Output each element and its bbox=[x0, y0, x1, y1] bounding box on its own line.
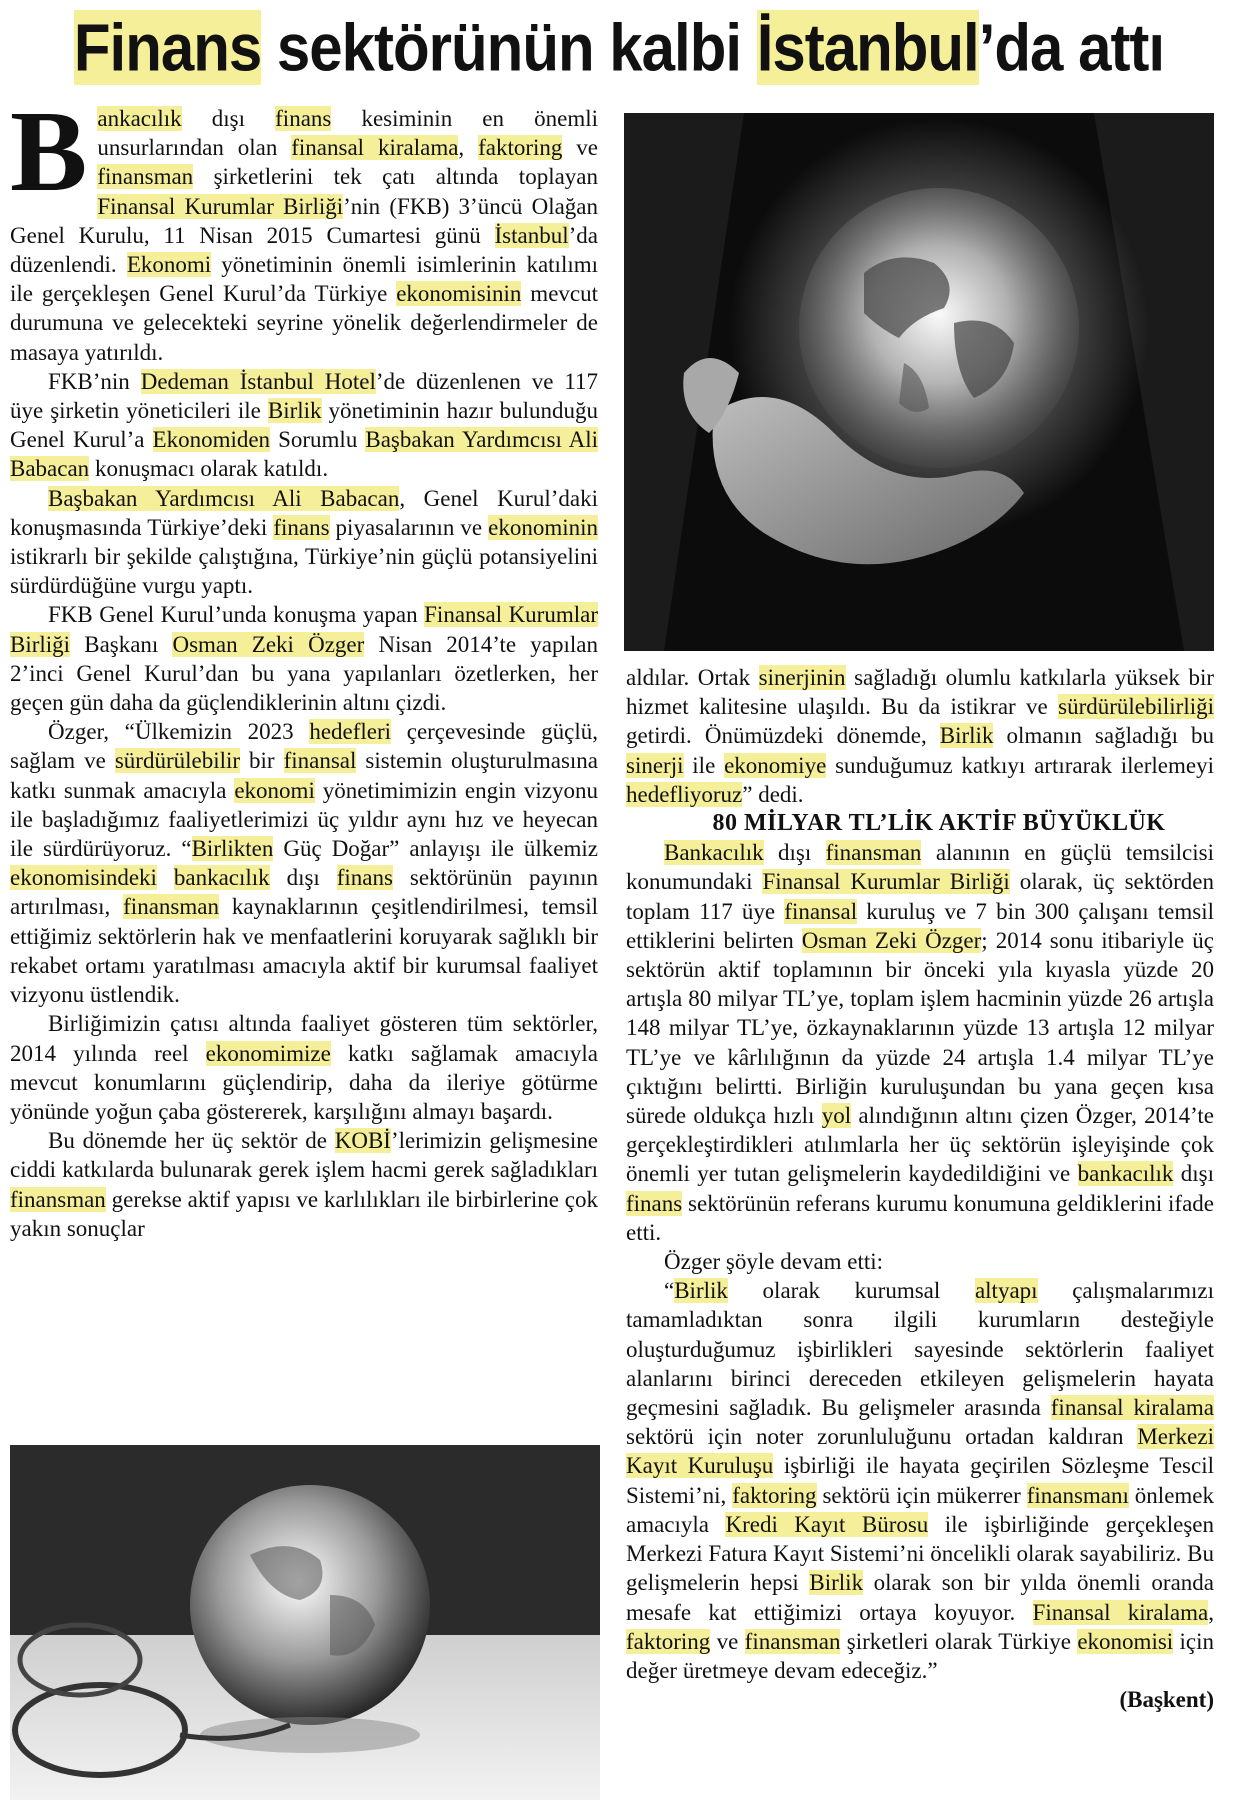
paragraph bbox=[10, 717, 598, 1009]
text: için değer üretmeye devam edeceğiz.” bbox=[626, 1628, 1214, 1683]
text: alanının en güçlü temsilcisi konumundaki bbox=[626, 840, 1214, 895]
keyword-highlight: finansman bbox=[825, 840, 922, 866]
keyword-highlight: finansman bbox=[744, 1628, 841, 1654]
text: yönetiminin hazır bulunduğu Genel Kurul’a bbox=[10, 398, 598, 453]
text: ” dedi. bbox=[742, 781, 804, 807]
paragraph bbox=[10, 367, 598, 484]
keyword-highlight: Birlik bbox=[809, 1570, 864, 1596]
text: sistemin oluşturulmasına katkı sunmak amacıyla bbox=[10, 748, 598, 803]
keyword-highlight: Birlik bbox=[939, 723, 994, 749]
text: ve bbox=[710, 1628, 745, 1654]
text: ile işbirliğinde gerçekleşen Merkezi Fatura Kayıt Sistemi’ni öncelikli olarak sayabiliriz. Bu gelişmelerin hepsi bbox=[626, 1511, 1214, 1596]
keyword-highlight: ekonomisindeki bbox=[10, 865, 157, 891]
text: çalışmalarımızı tamamladıktan sonra ilgili kurumların desteğiyle oluşturduğumuz işbirlikleri sayesinde sektörlerin faaliyet alanlarını birinci dereceden etkileyen gelişmelerin hayata geçmesini sağladık. Bu gelişmeler arasında bbox=[626, 1278, 1214, 1421]
text: konuşmacı olarak katıldı. bbox=[89, 456, 329, 482]
text: sektörünün referans kurumu konumuna geldiklerini ifade etti. bbox=[626, 1190, 1214, 1245]
text: olmanın sağladığı bu bbox=[993, 723, 1214, 749]
keyword-highlight: KOBİ bbox=[334, 1128, 391, 1154]
keyword-highlight: bankacılık bbox=[1077, 1161, 1174, 1187]
headline-text: sektörünün kalbi bbox=[261, 9, 757, 85]
keyword-highlight: Ekonomiden bbox=[152, 427, 271, 453]
article-right-column bbox=[626, 663, 1214, 1714]
text: Güç Doğar” anlayışı ile ülkemiz bbox=[273, 836, 598, 862]
hand-globe-illustration bbox=[624, 113, 1214, 651]
keyword-highlight: ekonomisi bbox=[1077, 1628, 1174, 1654]
keyword-highlight: finans bbox=[275, 106, 332, 131]
keyword-highlight: finansman bbox=[10, 1186, 106, 1212]
keyword-highlight: hedefliyoruz bbox=[626, 781, 743, 807]
keyword-highlight: altyapı bbox=[974, 1278, 1038, 1304]
text: ve bbox=[562, 135, 598, 161]
keyword-highlight: faktoring bbox=[732, 1482, 817, 1508]
text: ile bbox=[683, 752, 725, 778]
text: kesiminin en önemli unsurlarından olan bbox=[97, 106, 599, 161]
keyword-highlight: Osman Zeki Özger bbox=[172, 631, 365, 657]
paragraph bbox=[10, 88, 599, 367]
text: FKB Genel Kurul’unda konuşma yapan bbox=[48, 602, 425, 628]
keyword-highlight: Başbakan Yardımcısı Ali Babacan bbox=[48, 485, 400, 511]
source-signature: (Başkent) bbox=[1119, 1687, 1214, 1713]
keyword-highlight: sürdürülebilir bbox=[114, 748, 241, 774]
keyword-highlight: finansman bbox=[97, 164, 194, 190]
keyword-highlight: Bankacılık bbox=[664, 840, 764, 866]
text: bir bbox=[240, 748, 284, 774]
paragraph: Özger şöyle devam etti: bbox=[664, 1249, 884, 1275]
text: kaynaklarının çeşitlendirilmesi, temsil ettiğimiz sektörlerin hak ve menfaatlerini koruyarak sağlıklı bir rekabet ortamı yaratılması amacıyla aktif bir kurumsal faaliyet vizyonu üstlendik. bbox=[10, 894, 598, 1008]
paragraph bbox=[10, 1126, 598, 1243]
glass-globe-eyeglasses-photo bbox=[10, 1445, 600, 1800]
text: piyasalarının ve bbox=[329, 514, 489, 540]
keyword-highlight: Birlikten bbox=[191, 836, 274, 862]
headline-text: ’da attı bbox=[978, 9, 1165, 85]
keyword-highlight: ekonominin bbox=[488, 514, 599, 540]
text: gerekse aktif yapısı ve karlılıkları ile birbirlerine çok yakın sonuçlar bbox=[10, 1186, 598, 1241]
paragraph bbox=[626, 663, 1214, 809]
text: ’nin (FKB) 3’üncü Olağan Genel Kurulu, 11 Nisan 2015 Cumartesi günü bbox=[10, 193, 598, 248]
keyword-highlight: ankacılık bbox=[97, 106, 182, 131]
text: olarak kurumsal bbox=[727, 1278, 975, 1304]
text: , bbox=[1208, 1599, 1214, 1625]
keyword-highlight: faktoring bbox=[626, 1628, 711, 1654]
paragraph bbox=[10, 1009, 598, 1126]
keyword-highlight: Birlik bbox=[267, 398, 322, 424]
text: sektörü için mükerrer bbox=[816, 1482, 1027, 1508]
keyword-highlight: Finansal kiralama bbox=[1032, 1599, 1209, 1625]
keyword-highlight: sinerji bbox=[626, 752, 684, 778]
keyword-highlight: finans bbox=[336, 865, 393, 891]
keyword-highlight: Başbakan Yardımcısı Ali Babacan bbox=[10, 427, 598, 482]
keyword-highlight: İstanbul bbox=[494, 222, 569, 248]
text: sunduğumuz katkıyı artırarak ilerlemeyi bbox=[826, 752, 1214, 778]
drop-cap: B bbox=[10, 88, 88, 216]
text: yönetiminin önemli isimlerinin katılımı ile gerçekleşen Genel Kurul’da Türkiye bbox=[10, 252, 599, 307]
text: ’lerimizin gelişmesine ciddi katkılarda bulunarak gerek işlem hacmi gerek sağladıkları bbox=[10, 1128, 598, 1183]
keyword-highlight: ekonomiye bbox=[724, 752, 827, 778]
keyword-highlight: Finansal Kurumlar Birliği bbox=[762, 869, 1010, 895]
keyword-highlight: Finansal Kurumlar Birliği bbox=[10, 602, 598, 657]
section-subheading: 80 MİLYAR TL’LİK AKTİF BÜYÜKLÜK bbox=[712, 810, 1166, 837]
keyword-highlight: ekonomimize bbox=[205, 1040, 331, 1066]
keyword-highlight: Ekonomi bbox=[126, 252, 212, 278]
text: aldılar. Ortak bbox=[626, 665, 759, 690]
text: ’da düzenlendi. bbox=[10, 222, 598, 278]
text: önlemek amacıyla bbox=[626, 1482, 1215, 1537]
text: katkı sağlamak amacıyla mevcut konumlarını güçlendirip, daha da ileriye götürme yönünde yoğun çaba göstererek, karşılığını almayı başardı. bbox=[10, 1040, 598, 1124]
keyword-highlight: faktoring bbox=[478, 135, 563, 161]
text: sektörü için noter zorunluluğunu ortadan kaldıran bbox=[626, 1424, 1138, 1450]
headline bbox=[0, 0, 1238, 102]
paragraph bbox=[626, 838, 1214, 1247]
paragraph bbox=[626, 1276, 1214, 1685]
keyword-highlight: ekonomi bbox=[234, 777, 315, 803]
keyword-highlight: yol bbox=[821, 1103, 852, 1129]
text: “ bbox=[664, 1278, 675, 1304]
text: olarak son bir yılda önemli oranda mesafe kat ettiğimizi ortaya koyuyor. bbox=[626, 1570, 1214, 1625]
text: ’de düzenlenen ve 117 üye şirketin yöneticileri ile bbox=[10, 368, 599, 424]
keyword-highlight: Birlik bbox=[674, 1278, 728, 1304]
keyword-highlight: finansal bbox=[784, 898, 858, 924]
text: , bbox=[458, 135, 479, 161]
text: dışı bbox=[269, 865, 337, 891]
text: Nisan 2014’te yapılan 2’inci Genel Kurul’dan bu yana yapılanları özetlerken, her geçen gün daha da güçlendiklerinin altını çizdi. bbox=[10, 631, 598, 716]
text: dışı bbox=[763, 840, 826, 866]
text: çerçevesinde güçlü, sağlam ve bbox=[10, 719, 598, 774]
text: Özger, “Ülkemizin 2023 bbox=[48, 719, 310, 745]
keyword-highlight: bankacılık bbox=[173, 865, 270, 891]
hand-holding-globe-photo bbox=[624, 113, 1214, 651]
text: Bu dönemde her üç sektör de bbox=[48, 1128, 335, 1154]
text: , Genel Kurul’daki konuşmasında Türkiye’deki bbox=[10, 485, 598, 540]
text: şirketlerini tek çatı altında toplayan bbox=[193, 164, 598, 190]
keyword-highlight: sürdürülebilirliği bbox=[1058, 694, 1214, 720]
keyword-highlight: Kredi Kayıt Bürosu bbox=[725, 1511, 929, 1537]
text: şirketleri olarak Türkiye bbox=[840, 1628, 1078, 1654]
text: getirdi. Önümüzdeki dönemde, bbox=[626, 723, 940, 749]
text: Başkanı bbox=[70, 631, 173, 657]
text: dışı bbox=[1173, 1161, 1215, 1187]
keyword-highlight: finansal kiralama bbox=[1050, 1395, 1214, 1421]
text: olarak, üç sektörden toplam 117 üye bbox=[626, 869, 1215, 924]
keyword-highlight: Dedeman İstanbul Hotel bbox=[140, 368, 376, 394]
keyword-highlight: finans bbox=[273, 514, 330, 540]
keyword-highlight: Finansal Kurumlar Birliği bbox=[97, 193, 344, 219]
headline-highlight: İstanbul bbox=[756, 9, 979, 85]
keyword-highlight: sinerjinin bbox=[758, 665, 846, 690]
text: sektörünün payının artırılması, bbox=[10, 865, 598, 920]
text: Birliğimizin çatısı altında faaliyet gösteren tüm sektörler, 2014 yılında reel bbox=[10, 1011, 598, 1066]
text: ; 2014 sonu itibariyle üç sektörün aktif toplamının bir önceki yıla kıyasla yüzde 20 artışla 80 milyar TL’ye, toplam işlem hacminin yüzde 26 artışla 148 milyar TL’ye, özkaynaklarının yüzde 13 artışla 12 milyar TL’ye ve kârlılığının da yüzde 24 artışla 1.4 milyar TL’ye çıktığını belirtti. Birliğin kuruluşundan bu yana geçen kısa sürede oldukça hızlı bbox=[626, 927, 1214, 1129]
keyword-highlight: hedefleri bbox=[309, 719, 392, 745]
keyword-highlight: finansman bbox=[123, 894, 219, 920]
text: FKB’nin bbox=[48, 368, 141, 394]
headline-highlight: Finans bbox=[73, 9, 262, 85]
keyword-highlight: ekonomisinin bbox=[396, 281, 522, 307]
keyword-highlight: finansmanı bbox=[1026, 1482, 1129, 1508]
keyword-highlight: finansal bbox=[283, 748, 357, 774]
text bbox=[157, 865, 174, 890]
paragraph bbox=[10, 600, 598, 717]
glass-globe-illustration bbox=[10, 1445, 600, 1800]
paragraph bbox=[10, 484, 598, 601]
keyword-highlight: finansal kiralama bbox=[291, 135, 459, 161]
article-left-column bbox=[10, 88, 599, 1243]
keyword-highlight: Osman Zeki Özger bbox=[801, 927, 982, 953]
text: kuruluş ve 7 bin 300 çalışanı temsil ettiklerini belirten bbox=[626, 898, 1214, 953]
text: dışı bbox=[181, 106, 276, 131]
text: Sorumlu bbox=[270, 427, 366, 453]
text: işbirliği ile hayata geçirilen Sözleşme Tescil Sistemi’ni, bbox=[626, 1453, 1214, 1508]
text: alındığının altını çizen Özger, 2014’te gerçekleştirdikleri atılımlarla her üç sektörün işleyişinde çok önemli yer tutan gelişmelerin kaydedildiğini ve bbox=[626, 1103, 1214, 1187]
keyword-highlight: Merkezi Kayıt Kuruluşu bbox=[626, 1424, 1214, 1479]
text: istikrarlı bir şekilde çalıştığına, Türkiye’nin güçlü potansiyelini sürdürdüğüne vurgu yaptı. bbox=[10, 544, 598, 599]
text: sağladığı olumlu katkılarla yüksek bir hizmet kalitesine ulaşıldı. Bu da istikrar ve bbox=[626, 665, 1214, 720]
keyword-highlight: finans bbox=[626, 1190, 683, 1216]
text: mevcut durumuna ve gelecekteki seyrine yönelik değerlendirmeler de masaya yatırıldı. bbox=[10, 281, 598, 365]
text: yönetimimizin engin vizyonu ile başladığımız faaliyetlerimizi üç yıldır aynı hız ve heyecan ile sürdürüyoruz. “ bbox=[10, 777, 598, 862]
